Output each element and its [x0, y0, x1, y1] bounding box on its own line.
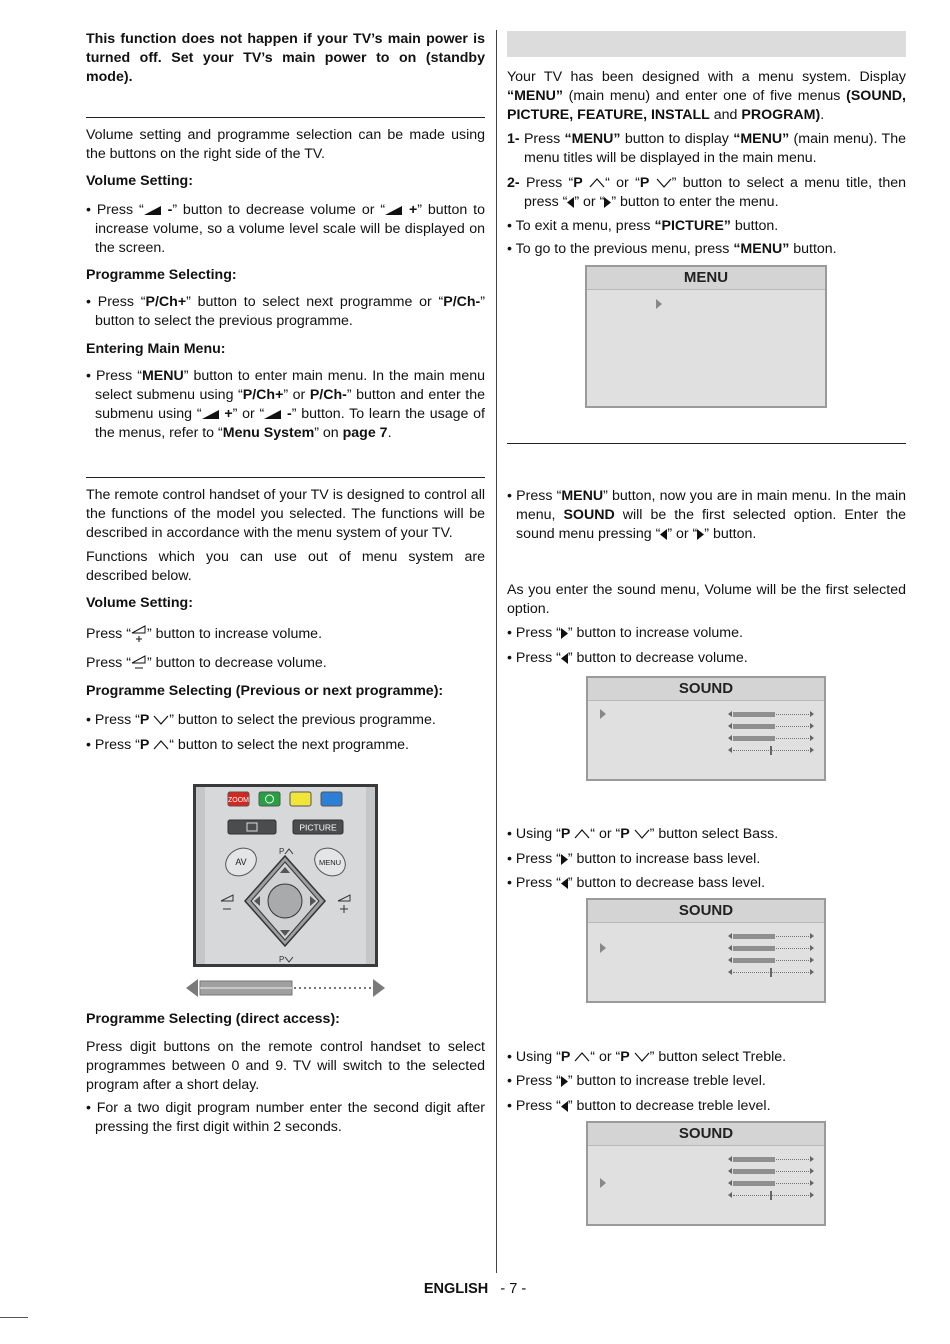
- footer-language: ENGLISH: [423, 1281, 489, 1297]
- balance-bar: [728, 969, 814, 976]
- menu-step-2: 2- Press “P “ or “P ” button to select a menu title, then press “ ” or “ ” button to enter the menu.: [507, 175, 907, 210]
- remote-volume-up: Press “ ” button to increase volume.: [86, 626, 323, 642]
- svg-text:MENU: MENU: [318, 858, 342, 867]
- volume-down-icon: [131, 655, 147, 671]
- remote-control-illustration: [193, 784, 378, 967]
- treble-bar: [728, 735, 814, 742]
- volume-bar: [728, 1156, 814, 1163]
- volume-decrease: • Press “ ” button to decrease volume.: [507, 650, 748, 666]
- chevron-up-icon: [574, 1052, 590, 1062]
- volume-heading: Volume Setting:: [86, 173, 193, 189]
- previous-menu-note: • To go to the previous menu, press “MENU” button.: [507, 241, 837, 257]
- chevron-up-icon: [574, 829, 590, 839]
- two-digit-note: • For a two digit program number enter the second digit after pressing the first digit within 2 seconds.: [86, 1100, 485, 1135]
- bass-select: • Using “P “ or “P ” button select Bass.: [507, 826, 779, 842]
- bass-section: [507, 825, 906, 893]
- svg-text:P: P: [279, 847, 285, 856]
- svg-text:AV: AV: [235, 857, 247, 867]
- section-rule: [507, 443, 906, 444]
- treble-increase: • Press “ ” button to increase treble level.: [507, 1073, 766, 1089]
- side-intro: Volume setting and programme selection can be made using the buttons on the right side of the TV.: [86, 127, 485, 162]
- svg-text:P: P: [279, 955, 285, 964]
- ok-button[interactable]: [268, 884, 302, 918]
- remote-section: [86, 486, 485, 755]
- bass-bar: [728, 1168, 814, 1175]
- sound-osd-volume: [586, 676, 826, 781]
- exit-menu-note: • To exit a menu, press “PICTURE” button.: [507, 218, 779, 234]
- balance-bar: [728, 747, 814, 754]
- section-header-bar: [507, 31, 906, 57]
- volume-plus-icon: [202, 409, 220, 420]
- remote-control-graphic: [193, 784, 378, 967]
- chevron-down-icon: [656, 178, 672, 188]
- chevron-up-icon: [589, 178, 605, 188]
- remote-volume-down: Press “ ” button to decrease volume.: [86, 655, 327, 671]
- remote-programme-heading: Programme Selecting (Previous or next programme):: [86, 683, 444, 699]
- programme-heading: Programme Selecting:: [86, 267, 237, 283]
- osd-title: SOUND: [588, 900, 824, 923]
- bass-bar: [728, 945, 814, 952]
- menu-step-1: 1- Press “MENU” button to display “MENU” (main menu). The menu titles will be displayed in the main menu.: [507, 131, 906, 166]
- volume-bar: [728, 711, 814, 718]
- volume-intro: As you enter the sound menu, Volume will be the first selected option.: [507, 582, 906, 617]
- left-arrow-icon: [561, 878, 568, 889]
- bass-bar: [728, 723, 814, 730]
- remote-volume-heading: Volume Setting:: [86, 595, 193, 611]
- osd-title: MENU: [587, 267, 825, 290]
- direct-access-heading: Programme Selecting (direct access):: [86, 1011, 340, 1027]
- remote-functions-note: Functions which you can use out of menu system are described below.: [86, 549, 485, 584]
- selection-arrow-icon: [656, 299, 662, 309]
- volume-minus-icon: [144, 205, 162, 216]
- direct-access-section: [86, 1010, 485, 1137]
- treble-section: [507, 1048, 906, 1116]
- left-arrow-icon: [561, 653, 568, 664]
- page-number: - 7 -: [500, 1281, 527, 1297]
- section-rule: [86, 477, 485, 478]
- yellow-button[interactable]: [290, 792, 311, 806]
- volume-scale-illustration: [186, 978, 386, 998]
- chevron-down-icon: [153, 715, 169, 725]
- bass-increase: • Press “ ” button to increase bass level.: [507, 851, 761, 867]
- volume-increase: • Press “ ” button to increase volume.: [507, 625, 743, 641]
- sound-menu-section: [507, 487, 906, 668]
- remote-intro: The remote control handset of your TV is designed to control all the functions of the model you selected. The functions will be described in accordance with the menu system of your TV.: [86, 487, 485, 541]
- volume-plus-icon: [385, 205, 403, 216]
- selection-arrow-icon: [600, 709, 606, 719]
- remote-next-programme: • Press “P “ button to select the next programme.: [86, 737, 409, 753]
- right-arrow-icon: [561, 1076, 568, 1087]
- corner-mark: [0, 1317, 28, 1318]
- volume-bar: [728, 933, 814, 940]
- level-bars: [728, 1156, 814, 1204]
- green-button[interactable]: [259, 792, 280, 806]
- main-menu-heading: Entering Main Menu:: [86, 341, 226, 357]
- svg-text:ZOOM: ZOOM: [228, 797, 249, 804]
- level-bars: [728, 711, 814, 759]
- remote-prev-programme: • Press “P ” button to select the previous programme.: [86, 712, 436, 728]
- page-footer: [0, 1281, 950, 1297]
- treble-decrease: • Press “ ” button to decrease treble level.: [507, 1098, 771, 1114]
- menu-intro: Your TV has been designed with a menu system. Display “MENU” (main menu) and enter one of five menus (SOUND, PICTURE, FEATURE, INSTALL and PROGRAM).: [507, 69, 906, 123]
- osd-title: SOUND: [588, 678, 824, 701]
- power-note: This function does not happen if your TV’s main power is turned off. Set your TV’s main power to on (standby mode).: [86, 31, 485, 85]
- menu-system-section: [507, 68, 906, 259]
- tv-side-buttons-section: [86, 126, 485, 443]
- programme-instruction: • Press “P/Ch+” button to select next programme or “P/Ch-” button to select the previous programme.: [86, 294, 486, 329]
- volume-instruction: • Press “ -” button to decrease volume or “ +” button to increase volume, so a volume level scale will be displayed on the screen.: [86, 202, 485, 256]
- sound-osd-treble: [586, 1121, 826, 1226]
- chevron-up-icon: [153, 740, 169, 750]
- direct-access-text: Press digit buttons on the remote control handset to select programmes between 0 and 9. TV will switch to the selected program after a short delay.: [86, 1039, 485, 1093]
- osd-title: SOUND: [588, 1123, 824, 1146]
- main-menu-osd: [585, 265, 827, 408]
- text-button[interactable]: [228, 820, 276, 834]
- selection-arrow-icon: [600, 943, 606, 953]
- svg-text:PICTURE: PICTURE: [299, 822, 337, 833]
- level-bars: [728, 933, 814, 981]
- volume-minus-icon: [264, 409, 282, 420]
- chevron-down-icon: [634, 829, 650, 839]
- sound-menu-entry: • Press “MENU” button, now you are in main menu. In the main menu, SOUND will be the first selected option. Enter the sound menu pressing “ ” or “ ” button.: [507, 488, 906, 542]
- right-arrow-icon: [561, 628, 568, 639]
- right-arrow-icon: [561, 854, 568, 865]
- column-divider: [496, 30, 497, 1273]
- blue-button[interactable]: [321, 792, 342, 806]
- selection-arrow-icon: [600, 1178, 606, 1188]
- section-rule: [86, 117, 485, 118]
- balance-bar: [728, 1192, 814, 1199]
- treble-select: • Using “P “ or “P ” button select Treble.: [507, 1049, 787, 1065]
- main-menu-instruction: • Press “MENU” button to enter main menu. In the main menu select submenu using “P/Ch+” or P/Ch-” button and enter the submenu using “ +” or “ -” button. To learn the usage of the menus, refer to “Menu System” on page 7.: [86, 368, 486, 441]
- treble-bar: [728, 1180, 814, 1187]
- treble-bar: [728, 957, 814, 964]
- volume-up-icon: [131, 625, 147, 643]
- left-arrow-icon: [561, 1101, 568, 1112]
- chevron-down-icon: [634, 1052, 650, 1062]
- sound-osd-bass: [586, 898, 826, 1003]
- bass-decrease: • Press “ ” button to decrease bass level.: [507, 875, 766, 891]
